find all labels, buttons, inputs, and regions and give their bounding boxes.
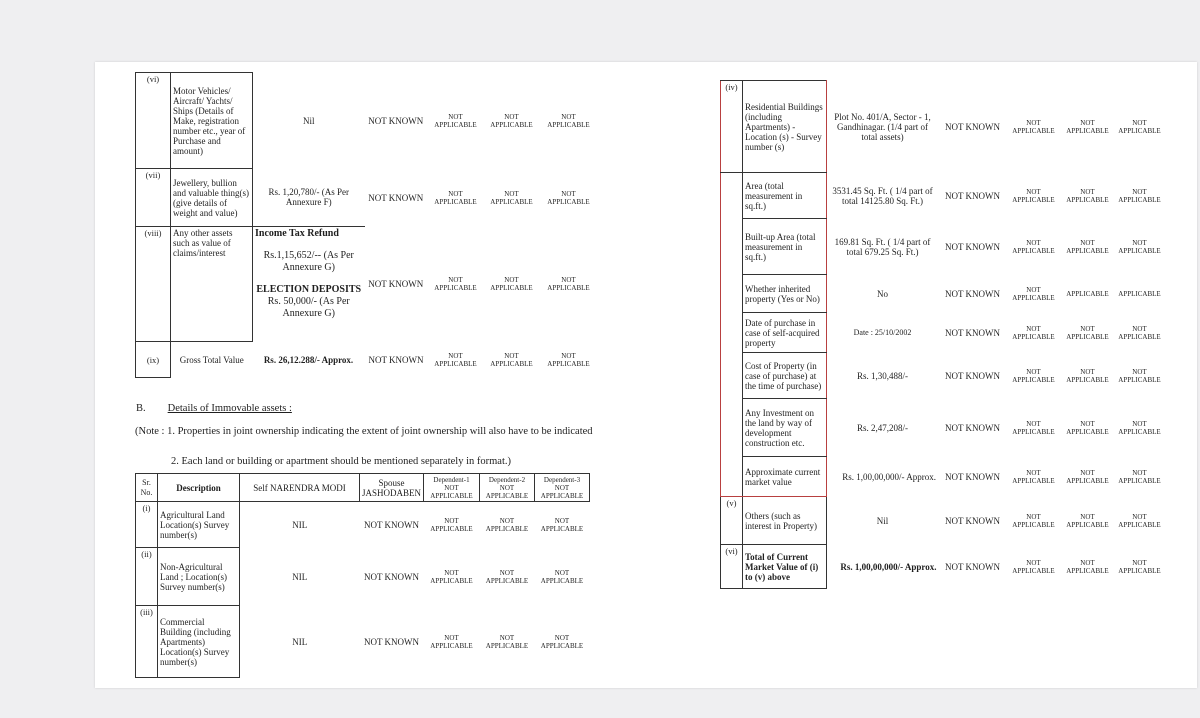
election-deposits-value: Rs. 50,000/- (As Per Annexure G)	[267, 296, 350, 319]
dependent-1-value: NOT APPLICABLE	[434, 189, 477, 206]
self-value: Rs. 1,20,780/- (As Per Annexure F)	[268, 187, 349, 208]
description: Residential Buildings (including Apartments) - Location (s) - Survey number (s)	[743, 81, 827, 173]
table-row	[136, 227, 598, 342]
description: Date of purchase in case of self-acquired property	[743, 313, 827, 353]
spouse-value: NOT KNOWN	[363, 571, 420, 582]
self-value: 169.81 Sq. Ft. ( 1/4 part of total 679.25 Sq. Ft.)	[834, 236, 931, 257]
table-row	[136, 548, 590, 606]
header-sr-no: Sr. No.	[136, 474, 158, 502]
table-row	[721, 219, 1165, 275]
sr-no: (ii)	[136, 548, 158, 606]
dependent-3-value: APPLICABLE	[1118, 289, 1161, 298]
dependent-3-value: NOT APPLICABLE	[1118, 419, 1161, 436]
sr-no	[721, 353, 743, 399]
table-row	[136, 606, 590, 678]
header-spouse: Spouse JASHODABEN	[360, 474, 424, 502]
dependent-1-value: NOT APPLICABLE	[430, 516, 473, 533]
dependent-3-value: NOT APPLICABLE	[540, 568, 584, 585]
spouse-value: NOT KNOWN	[944, 370, 1001, 381]
dependent-2-value: NOT APPLICABLE	[490, 189, 533, 206]
dependent-3-value: NOT APPLICABLE	[547, 112, 590, 129]
dependent-3-value: NOT APPLICABLE	[1118, 324, 1161, 341]
header-dependent-3: Dependent-3 NOT APPLICABLE	[535, 474, 590, 502]
dependent-3-value: NOT APPLICABLE	[540, 516, 584, 533]
spouse-value: NOT KNOWN	[368, 279, 424, 289]
dependent-2-value: APPLICABLE	[1066, 289, 1109, 298]
section-letter: B.	[136, 403, 146, 414]
spouse-value: NOT KNOWN	[363, 519, 420, 530]
spouse-value: NOT KNOWN	[944, 561, 1001, 572]
self-value: Nil	[302, 115, 315, 126]
sr-no: (v)	[721, 497, 743, 545]
dependent-1-value: NOT APPLICABLE	[1012, 512, 1055, 529]
description: Any Investment on the land by way of development construction etc.	[743, 399, 827, 457]
table-row	[721, 545, 1165, 589]
self-value	[253, 227, 365, 342]
dependent-3-value: NOT APPLICABLE	[547, 276, 590, 292]
dependent-3-value: NOT APPLICABLE	[1118, 512, 1161, 529]
dependent-2-value: NOT APPLICABLE	[485, 516, 529, 533]
dependent-1-value: NOT APPLICABLE	[1012, 558, 1055, 575]
dependent-3-value: NOT APPLICABLE	[1118, 118, 1161, 135]
dependent-1-value: NOT APPLICABLE	[1012, 285, 1055, 302]
dependent-1-value: NOT APPLICABLE	[1012, 468, 1055, 485]
spouse-value: NOT KNOWN	[944, 327, 1001, 338]
table-row	[136, 73, 598, 169]
dependent-3-value: NOT APPLICABLE	[1118, 187, 1161, 204]
self-value: 3531.45 Sq. Ft. ( 1/4 part of total 14125.80 Sq. Ft.)	[832, 185, 933, 206]
income-tax-refund-label: Income Tax Refund	[255, 228, 339, 239]
sr-no: (viii)	[136, 227, 171, 342]
sr-no: (vi)	[136, 73, 171, 169]
table-row	[721, 399, 1165, 457]
self-value: NIL	[292, 636, 308, 647]
spouse-value: NOT KNOWN	[944, 471, 1001, 482]
section-note-2: 2. Each land or building or apartment should be mentioned separately in format.)	[171, 456, 511, 467]
dependent-2-value: NOT APPLICABLE	[1066, 419, 1109, 436]
dependent-1-value: NOT APPLICABLE	[1012, 367, 1055, 384]
self-value: NIL	[292, 519, 308, 530]
dependent-2-value: NOT APPLICABLE	[490, 276, 533, 292]
dependent-2-value: NOT APPLICABLE	[490, 112, 533, 129]
description: Approximate current market value	[743, 457, 827, 497]
self-value: Rs. 2,47,208/-	[856, 422, 908, 433]
spouse-value: NOT KNOWN	[368, 115, 424, 126]
sr-no: (ix)	[136, 342, 171, 378]
table-row	[136, 502, 590, 548]
spouse-value: NOT KNOWN	[363, 636, 420, 647]
dependent-3-value: NOT APPLICABLE	[1118, 558, 1161, 575]
sr-no	[721, 275, 743, 313]
header-description: Description	[158, 474, 240, 502]
table-row	[721, 497, 1165, 545]
section-note-1: (Note : 1. Properties in joint ownership indicating the extent of joint ownership will also have to be indicated	[135, 426, 593, 437]
table-row	[721, 275, 1165, 313]
sr-no	[721, 313, 743, 353]
dependent-2-value: NOT APPLICABLE	[1066, 118, 1109, 135]
movable-assets-table	[135, 72, 598, 378]
self-value: Date : 25/10/2002	[853, 327, 912, 337]
sr-no	[721, 399, 743, 457]
dependent-2-value: NOT APPLICABLE	[1066, 238, 1109, 255]
spouse-value: NOT KNOWN	[944, 121, 1001, 132]
dependent-2-value: NOT APPLICABLE	[485, 568, 529, 585]
table-row	[721, 81, 1165, 173]
header-self: Self NARENDRA MODI	[240, 474, 360, 502]
table-row	[721, 313, 1165, 353]
dependent-3-value: NOT APPLICABLE	[547, 189, 590, 206]
table-row	[721, 457, 1165, 497]
spouse-value: NOT KNOWN	[944, 288, 1001, 299]
description: Cost of Property (in case of purchase) at the time of purchase)	[743, 353, 827, 399]
table-row	[721, 353, 1165, 399]
self-value: Rs. 1,00,00,000/- Approx.	[840, 561, 937, 572]
dependent-2-value: NOT APPLICABLE	[1066, 324, 1109, 341]
dependent-2-value: NOT APPLICABLE	[1066, 367, 1109, 384]
table-header-row	[136, 474, 590, 502]
dependent-1-value: NOT APPLICABLE	[430, 568, 473, 585]
section-b-heading	[136, 403, 292, 414]
dependent-2-value: NOT APPLICABLE	[1066, 187, 1109, 204]
self-value: No	[877, 288, 888, 299]
dependent-2-value: NOT APPLICABLE	[1066, 512, 1109, 529]
spouse-value: NOT KNOWN	[944, 241, 1001, 252]
spouse-value: NOT KNOWN	[368, 192, 424, 203]
income-tax-refund-value: Rs.1,15,652/-- (As Per Annexure G)	[263, 250, 354, 273]
description: Jewellery, bullion and valuable thing(s) (give details of weight and value)	[171, 169, 253, 227]
dependent-2-value: NOT APPLICABLE	[1066, 558, 1109, 575]
dependent-1-value: NOT APPLICABLE	[1012, 419, 1055, 436]
spouse-value: NOT KNOWN	[944, 422, 1001, 433]
sr-no	[721, 219, 743, 275]
residential-buildings-table	[720, 80, 1165, 589]
description: Others (such as interest in Property)	[743, 497, 827, 545]
sr-no: (iv)	[721, 81, 743, 173]
dependent-1-value: NOT APPLICABLE	[434, 351, 477, 368]
dependent-2-value: NOT APPLICABLE	[1066, 468, 1109, 485]
dependent-1-value: NOT APPLICABLE	[434, 276, 477, 292]
self-value: Rs. 1,00,00,000/- Approx.	[842, 471, 936, 482]
sr-no	[721, 173, 743, 219]
dependent-1-value: NOT APPLICABLE	[1012, 118, 1055, 135]
self-value: Rs. 1,30,488/-	[856, 370, 908, 381]
dependent-1-value: NOT APPLICABLE	[430, 633, 473, 650]
immovable-assets-table	[135, 473, 590, 678]
spouse-value: NOT KNOWN	[944, 190, 1001, 201]
dependent-1-value: NOT APPLICABLE	[1012, 187, 1055, 204]
sr-no: (iii)	[136, 606, 158, 678]
sr-no	[721, 457, 743, 497]
sr-no: (i)	[136, 502, 158, 548]
dependent-2-value: NOT APPLICABLE	[490, 351, 533, 368]
sr-no: (vii)	[136, 169, 171, 227]
description: Gross Total Value	[179, 354, 244, 365]
table-row	[721, 173, 1165, 219]
description: Built-up Area (total measurement in sq.ft.)	[743, 219, 827, 275]
self-value: Nil	[876, 515, 889, 526]
dependent-3-value: NOT APPLICABLE	[1118, 238, 1161, 255]
description: Whether inherited property (Yes or No)	[743, 275, 827, 313]
header-dependent-2: Dependent-2 NOT APPLICABLE	[480, 474, 535, 502]
sr-no: (vi)	[721, 545, 743, 589]
election-deposits-label: ELECTION DEPOSITS	[256, 284, 362, 295]
description: Motor Vehicles/ Aircraft/ Yachts/ Ships (Details of Make, registration number etc., year of Purchase and amount)	[171, 73, 253, 169]
header-dependent-1: Dependent-1 NOT APPLICABLE	[424, 474, 480, 502]
dependent-3-value: NOT APPLICABLE	[540, 633, 584, 650]
description: Non-Agricultural Land ; Location(s) Survey number(s)	[158, 548, 240, 606]
dependent-1-value: NOT APPLICABLE	[434, 112, 477, 129]
description: Any other assets such as value of claims/interest	[171, 227, 253, 342]
self-value: Plot No. 401/A, Sector - 1, Gandhinagar. (1/4 part of total assets)	[834, 111, 931, 142]
self-value: NIL	[292, 571, 308, 582]
dependent-2-value: NOT APPLICABLE	[485, 633, 529, 650]
dependent-3-value: NOT APPLICABLE	[547, 351, 590, 368]
section-title: Details of Immovable assets :	[167, 403, 292, 414]
table-row	[136, 169, 598, 227]
table-row	[136, 342, 598, 378]
description: Total of Current Market Value of (i) to (v) above	[743, 545, 827, 589]
dependent-3-value: NOT APPLICABLE	[1118, 468, 1161, 485]
description: Commercial Building (including Apartments) Location(s) Survey number(s)	[158, 606, 240, 678]
spouse-value: NOT KNOWN	[368, 354, 424, 365]
description: Area (total measurement in sq.ft.)	[743, 173, 827, 219]
spouse-value: NOT KNOWN	[944, 515, 1001, 526]
self-value: Rs. 26,12.288/- Approx.	[263, 354, 354, 365]
dependent-1-value: NOT APPLICABLE	[1012, 324, 1055, 341]
description: Agricultural Land Location(s) Survey number(s)	[158, 502, 240, 548]
dependent-1-value: NOT APPLICABLE	[1012, 238, 1055, 255]
dependent-3-value: NOT APPLICABLE	[1118, 367, 1161, 384]
